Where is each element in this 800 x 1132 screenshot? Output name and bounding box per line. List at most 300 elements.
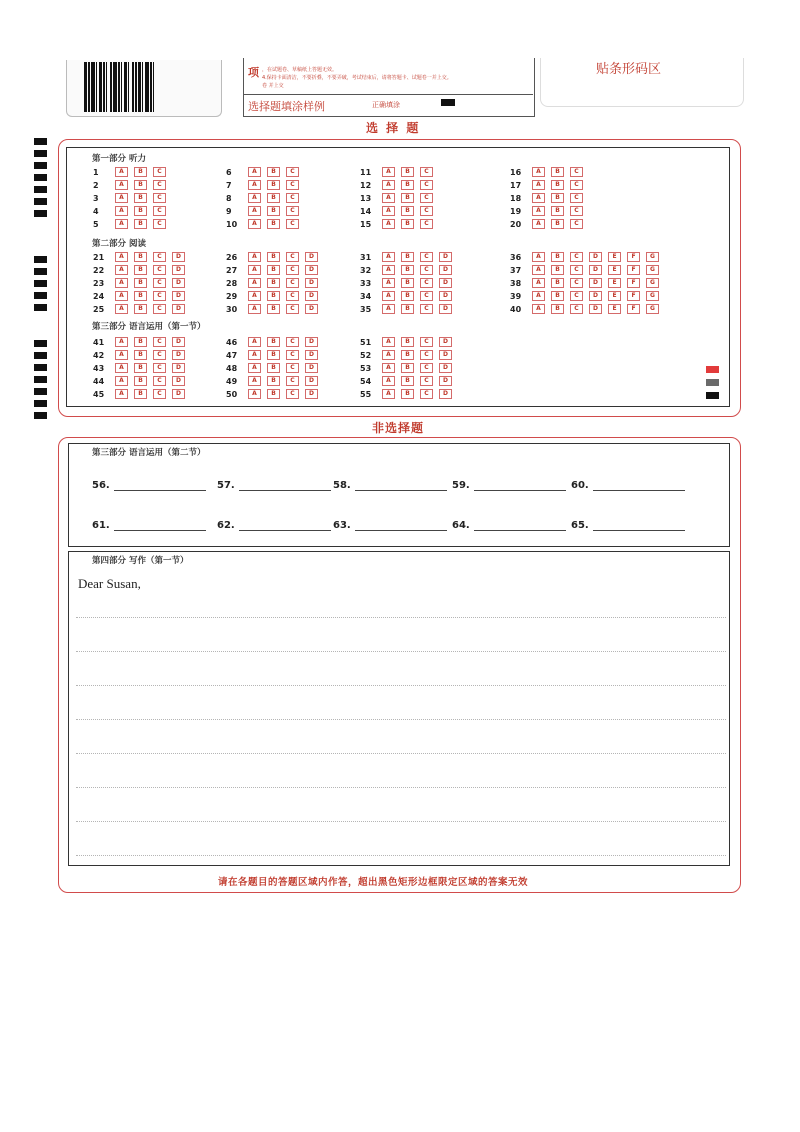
writing-line[interactable]: [76, 651, 726, 652]
option-bubble-d[interactable]: D: [589, 291, 602, 301]
option-bubble-b[interactable]: B: [134, 376, 147, 386]
option-bubble-b[interactable]: B: [401, 193, 414, 203]
option-bubble-c[interactable]: C: [420, 193, 433, 203]
option-bubble-a[interactable]: A: [382, 363, 395, 373]
blank-58[interactable]: [333, 480, 447, 491]
option-bubble-c[interactable]: C: [570, 252, 583, 262]
option-bubble-a[interactable]: A: [382, 350, 395, 360]
question-7: [226, 179, 305, 191]
option-bubble-g[interactable]: G: [646, 252, 659, 262]
option-bubble-d[interactable]: D: [439, 291, 452, 301]
option-bubble-b[interactable]: B: [134, 291, 147, 301]
option-bubble-c[interactable]: C: [570, 219, 583, 229]
option-bubble-a[interactable]: A: [248, 193, 261, 203]
option-bubble-b[interactable]: B: [134, 193, 147, 203]
option-bubble-a[interactable]: A: [532, 252, 545, 262]
option-bubble-a[interactable]: A: [532, 219, 545, 229]
option-bubble-e[interactable]: E: [608, 278, 621, 288]
option-bubble-b[interactable]: B: [267, 167, 280, 177]
option-bubble-a[interactable]: A: [382, 206, 395, 216]
option-bubble-b[interactable]: B: [134, 337, 147, 347]
question-12: [360, 179, 439, 191]
blank-60[interactable]: [571, 480, 685, 491]
option-bubble-c[interactable]: C: [153, 363, 166, 373]
option-bubble-c[interactable]: C: [420, 206, 433, 216]
question-number: 41: [93, 337, 105, 347]
option-bubble-b[interactable]: B: [267, 376, 280, 386]
option-bubble-c[interactable]: C: [286, 304, 299, 314]
option-bubble-f[interactable]: F: [627, 252, 640, 262]
option-bubble-c[interactable]: C: [153, 167, 166, 177]
option-bubble-c[interactable]: C: [420, 389, 433, 399]
option-bubble-b[interactable]: B: [401, 350, 414, 360]
option-bubble-b[interactable]: B: [267, 337, 280, 347]
question-number: 46: [226, 337, 238, 347]
option-bubble-b[interactable]: B: [551, 219, 564, 229]
timing-mark: [34, 412, 47, 419]
option-bubble-a[interactable]: A: [115, 337, 128, 347]
option-bubble-c[interactable]: C: [420, 219, 433, 229]
timing-mark: [34, 340, 47, 347]
option-bubble-d[interactable]: D: [439, 337, 452, 347]
option-bubble-a[interactable]: A: [248, 219, 261, 229]
blank-answer-line[interactable]: [355, 480, 447, 491]
option-bubble-b[interactable]: B: [134, 350, 147, 360]
question-2: [93, 179, 172, 191]
option-bubble-a[interactable]: A: [532, 193, 545, 203]
question-number: 16: [510, 167, 522, 177]
blank-number: 60.: [571, 480, 589, 491]
option-bubble-c[interactable]: C: [286, 180, 299, 190]
option-bubble-b[interactable]: B: [134, 265, 147, 275]
option-bubble-b[interactable]: B: [551, 180, 564, 190]
option-bubble-d[interactable]: D: [589, 265, 602, 275]
writing-frame: [68, 551, 730, 866]
blank-62[interactable]: [217, 520, 331, 531]
option-bubble-c[interactable]: C: [153, 350, 166, 360]
question-45: [93, 388, 191, 400]
option-bubble-d[interactable]: D: [305, 376, 318, 386]
option-bubble-a[interactable]: A: [248, 291, 261, 301]
option-bubble-a[interactable]: A: [382, 193, 395, 203]
option-bubble-e[interactable]: E: [608, 265, 621, 275]
option-bubble-b[interactable]: B: [551, 193, 564, 203]
option-bubble-a[interactable]: A: [382, 376, 395, 386]
option-bubble-b[interactable]: B: [267, 193, 280, 203]
option-bubble-c[interactable]: C: [153, 219, 166, 229]
option-bubble-a[interactable]: A: [248, 389, 261, 399]
option-bubble-d[interactable]: D: [305, 350, 318, 360]
option-bubble-b[interactable]: B: [551, 167, 564, 177]
option-bubble-d[interactable]: D: [172, 304, 185, 314]
question-number: 14: [360, 206, 372, 216]
option-bubble-b[interactable]: B: [401, 206, 414, 216]
blank-answer-line[interactable]: [114, 520, 206, 531]
option-bubble-a[interactable]: A: [532, 291, 545, 301]
option-bubble-f[interactable]: F: [627, 278, 640, 288]
option-bubble-a[interactable]: A: [248, 350, 261, 360]
option-bubble-c[interactable]: C: [570, 304, 583, 314]
option-bubble-c[interactable]: C: [420, 304, 433, 314]
option-bubble-f[interactable]: F: [627, 304, 640, 314]
option-bubble-b[interactable]: B: [401, 363, 414, 373]
notice-side-label: 项: [248, 66, 259, 79]
question-number: 36: [510, 252, 522, 262]
question-number: 25: [93, 304, 105, 314]
timing-mark: [34, 186, 47, 193]
option-bubble-c[interactable]: C: [570, 291, 583, 301]
question-number: 40: [510, 304, 522, 314]
option-bubble-a[interactable]: A: [115, 265, 128, 275]
option-bubble-c[interactable]: C: [153, 278, 166, 288]
part3-label: 第三部分 语言运用（第一节）: [92, 322, 206, 332]
option-bubble-d[interactable]: D: [172, 376, 185, 386]
option-bubble-c[interactable]: C: [570, 265, 583, 275]
question-21: [93, 251, 191, 263]
option-bubble-a[interactable]: A: [382, 304, 395, 314]
option-bubble-b[interactable]: B: [401, 167, 414, 177]
blank-answer-line[interactable]: [239, 480, 331, 491]
option-bubble-a[interactable]: A: [532, 167, 545, 177]
option-bubble-c[interactable]: C: [286, 350, 299, 360]
blank-answer-line[interactable]: [593, 520, 685, 531]
option-bubble-d[interactable]: D: [305, 252, 318, 262]
option-bubble-c[interactable]: C: [570, 180, 583, 190]
option-bubble-b[interactable]: B: [267, 304, 280, 314]
option-bubble-c[interactable]: C: [153, 193, 166, 203]
option-bubble-b[interactable]: B: [267, 206, 280, 216]
blank-answer-line[interactable]: [593, 480, 685, 491]
option-bubble-b[interactable]: B: [134, 363, 147, 373]
question-50: [226, 388, 324, 400]
option-bubble-c[interactable]: C: [286, 389, 299, 399]
option-bubble-c[interactable]: C: [420, 252, 433, 262]
option-bubble-b[interactable]: B: [134, 219, 147, 229]
option-bubble-a[interactable]: A: [115, 389, 128, 399]
option-bubble-g[interactable]: G: [646, 304, 659, 314]
option-bubble-c[interactable]: C: [153, 180, 166, 190]
option-bubble-a[interactable]: A: [115, 206, 128, 216]
option-bubble-d[interactable]: D: [439, 304, 452, 314]
option-bubble-a[interactable]: A: [248, 252, 261, 262]
question-number: 27: [226, 265, 238, 275]
option-bubble-b[interactable]: B: [401, 337, 414, 347]
question-number: 18: [510, 193, 522, 203]
option-bubble-b[interactable]: B: [401, 252, 414, 262]
question-37: [510, 264, 665, 276]
option-bubble-a[interactable]: A: [382, 291, 395, 301]
option-bubble-c[interactable]: C: [420, 376, 433, 386]
blank-answer-line[interactable]: [474, 520, 566, 531]
option-bubble-d[interactable]: D: [439, 376, 452, 386]
option-bubble-d[interactable]: D: [439, 278, 452, 288]
option-bubble-b[interactable]: B: [401, 389, 414, 399]
part3-blank-frame: [68, 443, 730, 547]
option-bubble-b[interactable]: B: [134, 206, 147, 216]
option-bubble-d[interactable]: D: [172, 389, 185, 399]
question-number: 2: [93, 180, 99, 190]
option-bubble-a[interactable]: A: [248, 180, 261, 190]
question-number: 1: [93, 167, 99, 177]
option-bubble-c[interactable]: C: [420, 278, 433, 288]
option-bubble-b[interactable]: B: [267, 363, 280, 373]
blank-61[interactable]: [92, 520, 206, 531]
option-bubble-d[interactable]: D: [172, 291, 185, 301]
option-bubble-e[interactable]: E: [608, 304, 621, 314]
option-bubble-b[interactable]: B: [134, 304, 147, 314]
option-bubble-c[interactable]: C: [420, 350, 433, 360]
option-bubble-a[interactable]: A: [382, 252, 395, 262]
notice-line-3: 卷 并上交: [262, 83, 284, 89]
option-bubble-f[interactable]: F: [627, 291, 640, 301]
blank-59[interactable]: [452, 480, 566, 491]
question-9: [226, 205, 305, 217]
question-number: 4: [93, 206, 99, 216]
option-bubble-b[interactable]: B: [401, 180, 414, 190]
option-bubble-d[interactable]: D: [172, 337, 185, 347]
blank-number: 56.: [92, 480, 110, 491]
question-number: 7: [226, 180, 232, 190]
option-bubble-d[interactable]: D: [305, 389, 318, 399]
option-bubble-c[interactable]: C: [286, 252, 299, 262]
option-bubble-d[interactable]: D: [172, 278, 185, 288]
option-bubble-a[interactable]: A: [532, 206, 545, 216]
option-bubble-b[interactable]: B: [267, 219, 280, 229]
option-bubble-c[interactable]: C: [153, 389, 166, 399]
option-bubble-a[interactable]: A: [115, 278, 128, 288]
question-number: 53: [360, 363, 372, 373]
option-bubble-a[interactable]: A: [532, 278, 545, 288]
blank-answer-line[interactable]: [114, 480, 206, 491]
option-bubble-d[interactable]: D: [172, 350, 185, 360]
option-bubble-a[interactable]: A: [382, 219, 395, 229]
option-bubble-c[interactable]: C: [286, 291, 299, 301]
timing-mark: [34, 198, 47, 205]
question-number: 43: [93, 363, 105, 373]
option-bubble-c[interactable]: C: [286, 337, 299, 347]
writing-line[interactable]: [76, 719, 726, 720]
option-bubble-d[interactable]: D: [305, 363, 318, 373]
option-bubble-a[interactable]: A: [248, 304, 261, 314]
option-bubble-b[interactable]: B: [401, 278, 414, 288]
question-43: [93, 362, 191, 374]
option-bubble-c[interactable]: C: [286, 278, 299, 288]
question-4: [93, 205, 172, 217]
option-bubble-a[interactable]: A: [382, 337, 395, 347]
option-bubble-b[interactable]: B: [267, 180, 280, 190]
question-number: 31: [360, 252, 372, 262]
notice-divider: [243, 94, 533, 95]
option-bubble-d[interactable]: D: [172, 265, 185, 275]
option-bubble-a[interactable]: A: [248, 265, 261, 275]
option-bubble-c[interactable]: C: [420, 265, 433, 275]
blank-65[interactable]: [571, 520, 685, 531]
option-bubble-c[interactable]: C: [570, 193, 583, 203]
option-bubble-b[interactable]: B: [551, 252, 564, 262]
option-bubble-g[interactable]: G: [646, 265, 659, 275]
option-bubble-c[interactable]: C: [286, 265, 299, 275]
option-bubble-c[interactable]: C: [153, 265, 166, 275]
option-bubble-b[interactable]: B: [134, 389, 147, 399]
option-bubble-d[interactable]: D: [172, 252, 185, 262]
option-bubble-c[interactable]: C: [153, 376, 166, 386]
option-bubble-d[interactable]: D: [589, 252, 602, 262]
option-bubble-a[interactable]: A: [115, 291, 128, 301]
option-bubble-c[interactable]: C: [153, 291, 166, 301]
option-bubble-d[interactable]: D: [589, 278, 602, 288]
option-bubble-d[interactable]: D: [305, 337, 318, 347]
option-bubble-a[interactable]: A: [115, 180, 128, 190]
notice-line-1: ，在试题卷、草稿纸上答题无效。: [262, 67, 338, 73]
option-bubble-d[interactable]: D: [439, 363, 452, 373]
option-bubble-d[interactable]: D: [589, 304, 602, 314]
option-bubble-c[interactable]: C: [420, 291, 433, 301]
writing-line[interactable]: [76, 617, 726, 618]
option-bubble-b[interactable]: B: [551, 291, 564, 301]
question-52: [360, 349, 458, 361]
option-bubble-c[interactable]: C: [570, 278, 583, 288]
timing-mark: [34, 162, 47, 169]
option-bubble-a[interactable]: A: [115, 350, 128, 360]
option-bubble-c[interactable]: C: [420, 180, 433, 190]
option-bubble-a[interactable]: A: [248, 206, 261, 216]
option-bubble-b[interactable]: B: [267, 278, 280, 288]
blank-answer-line[interactable]: [239, 520, 331, 531]
writing-line[interactable]: [76, 855, 726, 856]
option-bubble-c[interactable]: C: [286, 376, 299, 386]
option-bubble-g[interactable]: G: [646, 278, 659, 288]
option-bubble-d[interactable]: D: [305, 304, 318, 314]
option-bubble-b[interactable]: B: [551, 206, 564, 216]
option-bubble-d[interactable]: D: [305, 278, 318, 288]
blank-63[interactable]: [333, 520, 447, 531]
option-bubble-a[interactable]: A: [382, 389, 395, 399]
option-bubble-d[interactable]: D: [439, 265, 452, 275]
option-bubble-d[interactable]: D: [305, 291, 318, 301]
blank-answer-line[interactable]: [474, 480, 566, 491]
option-bubble-c[interactable]: C: [420, 167, 433, 177]
option-bubble-e[interactable]: E: [608, 252, 621, 262]
option-bubble-a[interactable]: A: [248, 278, 261, 288]
option-bubble-c[interactable]: C: [153, 337, 166, 347]
option-bubble-a[interactable]: A: [115, 167, 128, 177]
option-bubble-b[interactable]: B: [551, 304, 564, 314]
blank-64[interactable]: [452, 520, 566, 531]
option-bubble-c[interactable]: C: [570, 206, 583, 216]
option-bubble-a[interactable]: A: [248, 167, 261, 177]
option-bubble-c[interactable]: C: [286, 206, 299, 216]
option-bubble-a[interactable]: A: [248, 376, 261, 386]
option-bubble-b[interactable]: B: [134, 278, 147, 288]
option-bubble-c[interactable]: C: [286, 167, 299, 177]
option-bubble-a[interactable]: A: [115, 363, 128, 373]
writing-line[interactable]: [76, 753, 726, 754]
option-bubble-b[interactable]: B: [267, 291, 280, 301]
option-bubble-b[interactable]: B: [401, 291, 414, 301]
option-bubble-a[interactable]: A: [382, 278, 395, 288]
option-bubble-b[interactable]: B: [551, 278, 564, 288]
question-number: 32: [360, 265, 372, 275]
blank-number: 58.: [333, 480, 351, 491]
question-42: [93, 349, 191, 361]
option-bubble-d[interactable]: D: [305, 265, 318, 275]
option-bubble-b[interactable]: B: [401, 376, 414, 386]
option-bubble-a[interactable]: A: [532, 180, 545, 190]
option-bubble-b[interactable]: B: [267, 265, 280, 275]
question-3: [93, 192, 172, 204]
barcode: [84, 62, 214, 112]
option-bubble-b[interactable]: B: [267, 252, 280, 262]
option-bubble-b[interactable]: B: [401, 304, 414, 314]
option-bubble-c[interactable]: C: [153, 304, 166, 314]
timing-mark: [34, 304, 47, 311]
blank-answer-line[interactable]: [355, 520, 447, 531]
option-bubble-a[interactable]: A: [248, 337, 261, 347]
option-bubble-a[interactable]: A: [115, 193, 128, 203]
option-bubble-d[interactable]: D: [439, 350, 452, 360]
option-bubble-d[interactable]: D: [172, 363, 185, 373]
option-bubble-a[interactable]: A: [382, 167, 395, 177]
option-bubble-a[interactable]: A: [532, 304, 545, 314]
question-number: 30: [226, 304, 238, 314]
option-bubble-d[interactable]: D: [439, 252, 452, 262]
option-bubble-f[interactable]: F: [627, 265, 640, 275]
question-number: 45: [93, 389, 105, 399]
option-bubble-b[interactable]: B: [134, 167, 147, 177]
writing-line[interactable]: [76, 787, 726, 788]
blank-57[interactable]: [217, 480, 331, 491]
question-20: [510, 218, 589, 230]
option-bubble-b[interactable]: B: [134, 252, 147, 262]
question-34: [360, 290, 458, 302]
option-bubble-a[interactable]: A: [115, 304, 128, 314]
option-bubble-b[interactable]: B: [401, 265, 414, 275]
color-calibration-gray: [706, 379, 719, 386]
question-18: [510, 192, 589, 204]
question-49: [226, 375, 324, 387]
question-38: [510, 277, 665, 289]
option-bubble-a[interactable]: A: [115, 252, 128, 262]
option-bubble-c[interactable]: C: [153, 206, 166, 216]
option-bubble-c[interactable]: C: [286, 363, 299, 373]
option-bubble-b[interactable]: B: [551, 265, 564, 275]
option-bubble-c[interactable]: C: [286, 219, 299, 229]
option-bubble-e[interactable]: E: [608, 291, 621, 301]
option-bubble-c[interactable]: C: [286, 193, 299, 203]
blank-56[interactable]: [92, 480, 206, 491]
option-bubble-a[interactable]: A: [382, 265, 395, 275]
option-bubble-b[interactable]: B: [267, 350, 280, 360]
option-bubble-c[interactable]: C: [420, 363, 433, 373]
option-bubble-a[interactable]: A: [382, 180, 395, 190]
part4-label: 第四部分 写作（第一节）: [92, 556, 189, 566]
option-bubble-c[interactable]: C: [420, 337, 433, 347]
option-bubble-a[interactable]: A: [115, 219, 128, 229]
option-bubble-d[interactable]: D: [439, 389, 452, 399]
writing-line[interactable]: [76, 821, 726, 822]
option-bubble-g[interactable]: G: [646, 291, 659, 301]
option-bubble-b[interactable]: B: [267, 389, 280, 399]
option-bubble-b[interactable]: B: [134, 180, 147, 190]
option-bubble-a[interactable]: A: [532, 265, 545, 275]
option-bubble-c[interactable]: C: [153, 252, 166, 262]
option-bubble-a[interactable]: A: [115, 376, 128, 386]
option-bubble-c[interactable]: C: [570, 167, 583, 177]
option-bubble-b[interactable]: B: [401, 219, 414, 229]
writing-line[interactable]: [76, 685, 726, 686]
option-bubble-a[interactable]: A: [248, 363, 261, 373]
question-number: 23: [93, 278, 105, 288]
